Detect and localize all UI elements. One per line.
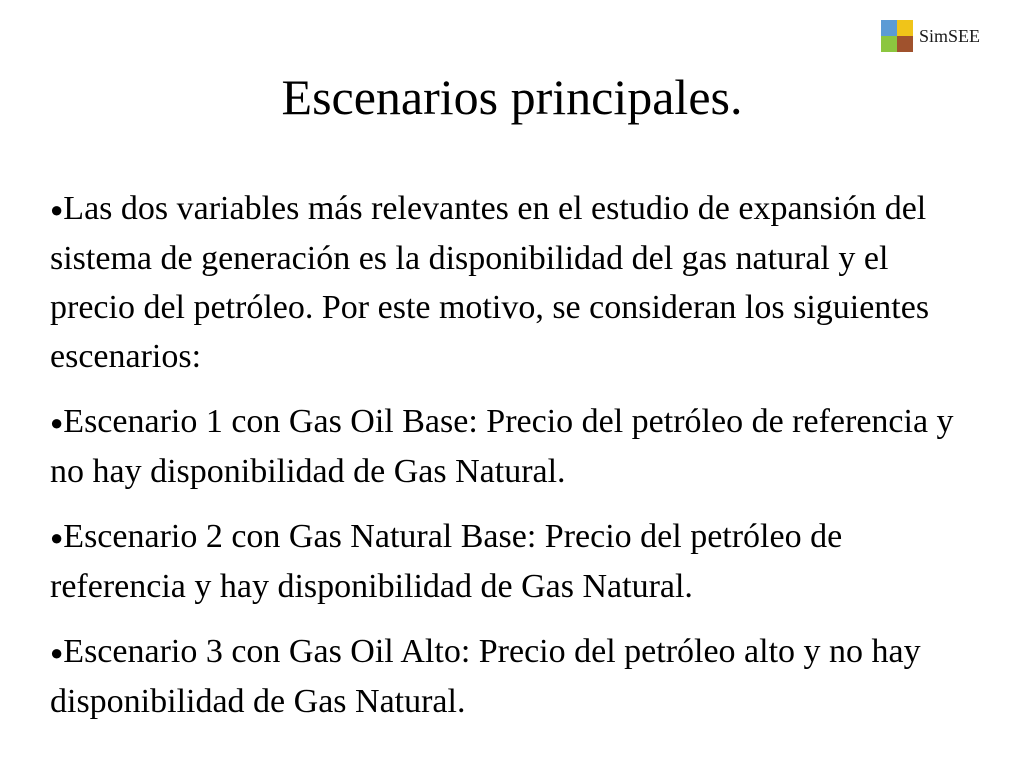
logo-square-2 [897,20,913,36]
bullet-item [50,397,980,496]
logo-text: SimSEE [919,26,981,46]
bullet-text: Escenario 3 con Gas Oil Alto: Precio del petróleo alto y no hay disponibilidad de Gas Natural. [50,633,921,720]
logo-square-1 [881,20,897,36]
slide-title: Escenarios principales. [281,69,743,125]
logo-square-4 [897,36,913,52]
bullet-item [50,184,980,381]
bullet-icon: ● [50,197,64,222]
logo-square-3 [881,36,897,52]
bullet-icon: ● [50,410,64,435]
simsee-logo-icon [881,20,913,52]
simsee-logo [881,20,980,52]
bullet-icon: ● [50,525,64,550]
bullet-item [50,512,980,611]
bullet-item [50,627,980,726]
bullet-icon: ● [50,640,64,665]
bullet-text: Las dos variables más relevantes en el estudio de expansión del sistema de generación es la disponibilidad del gas natural y el precio del petróleo. Por este motivo, se consideran los siguientes escenarios: [50,190,930,375]
bullet-text: Escenario 1 con Gas Oil Base: Precio del petróleo de referencia y no hay disponibilidad de Gas Natural. [50,403,954,490]
bullet-list [50,184,980,742]
bullet-text: Escenario 2 con Gas Natural Base: Precio del petróleo de referencia y hay disponibilidad de Gas Natural. [50,518,843,605]
